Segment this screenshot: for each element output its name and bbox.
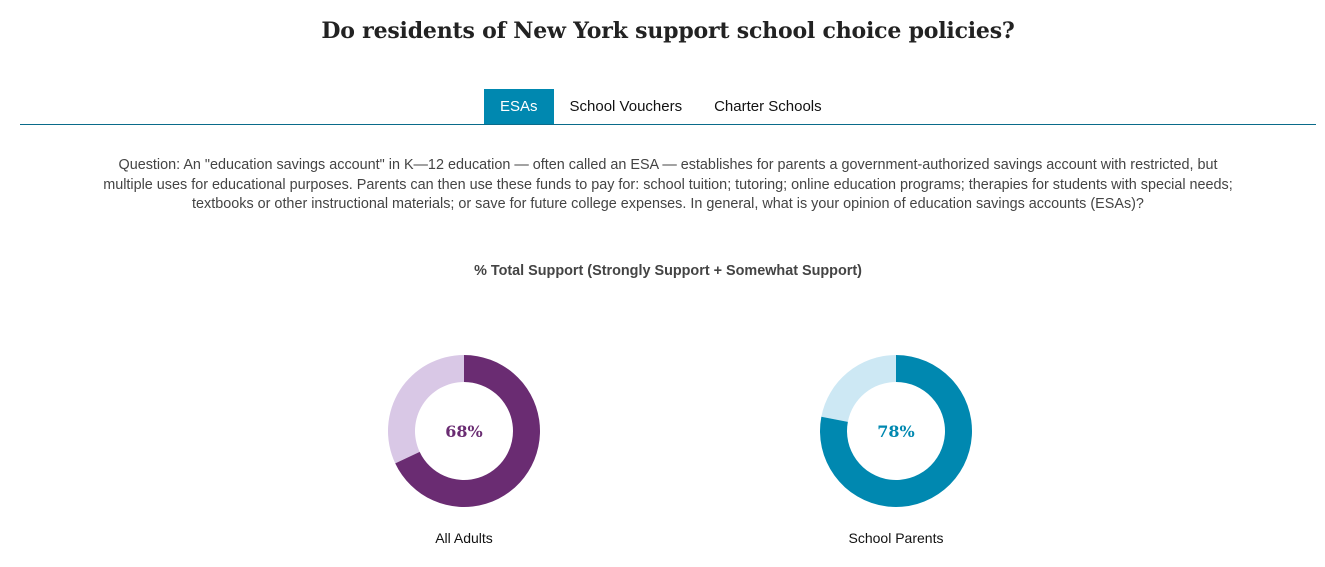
donut-chart-school-parents bbox=[820, 355, 972, 507]
survey-question: Question: An "education savings account" in K—12 education — often called an ESA — establishes for parents a government-authorized savings account with restricted, but multiple uses for educational purposes. Parents can then use these funds to pay for: school tuition; tutoring; online education programs; therapies for students with special needs; textbooks or other instructional materials; or save for future college expenses. In general, what is your opinion of education savings accounts (ESAs)? bbox=[103, 157, 1233, 212]
tab-list bbox=[484, 89, 838, 125]
donut-value-school-parents: 78% bbox=[877, 422, 915, 441]
donut-label-all-adults: All Adults bbox=[435, 530, 493, 546]
tab-charter-schools[interactable]: Charter Schools bbox=[714, 98, 822, 115]
tab-bar bbox=[20, 89, 1316, 125]
chart-heading: % Total Support (Strongly Support + Somewhat Support) bbox=[474, 263, 862, 279]
donut-label-school-parents: School Parents bbox=[848, 530, 944, 546]
page-title: Do residents of New York support school choice policies? bbox=[321, 18, 1015, 44]
donut-chart-all-adults bbox=[388, 355, 540, 507]
tab-esas[interactable]: ESAs bbox=[484, 89, 554, 124]
donut-track-all-adults bbox=[388, 355, 464, 463]
donut-value-all-adults: 68% bbox=[445, 422, 483, 441]
tab-school-vouchers[interactable]: School Vouchers bbox=[569, 98, 683, 115]
donut-track-school-parents bbox=[821, 355, 896, 422]
